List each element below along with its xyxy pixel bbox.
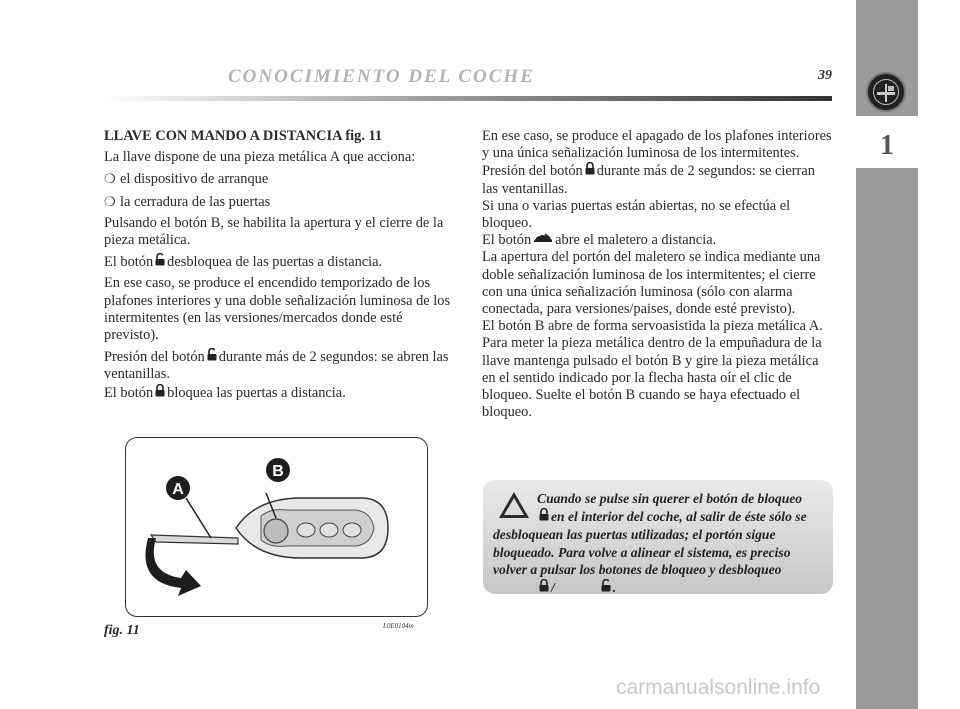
text: .	[612, 579, 617, 595]
list-item-text: el dispositivo de arranque	[120, 171, 269, 188]
text: abre el maletero a distancia.	[555, 232, 717, 249]
paragraph: Para meter la pieza metálica dentro de la empuñadura de la llave mantenga pulsado el botón B y gire la pieza metálica en el sentido indicado por la flecha hasta oír el clic de bloqueo. Suelte el botón B cuando se haya efectuado el bloqueo.	[482, 335, 822, 421]
lancia-logo	[866, 72, 906, 112]
bullet-circle-icon: ❍	[104, 193, 116, 209]
paragraph	[482, 162, 832, 197]
warning-box	[483, 480, 833, 594]
chapter-number: 1	[856, 116, 918, 168]
section-heading: LLAVE CON MANDO A DISTANCIA fig. 11	[104, 128, 383, 144]
figure-code: L0E0104m	[383, 622, 414, 630]
text: El botón	[482, 232, 532, 249]
text: Cuando se pulse sin querer el botón de bloqueo	[537, 491, 803, 506]
right-column	[482, 128, 832, 421]
list-item	[104, 193, 456, 211]
key-illustration	[126, 438, 426, 615]
watermark: carmanualsonline.info	[616, 676, 821, 699]
figure-label: fig. 11	[104, 623, 140, 638]
text: Presión del botón	[104, 349, 205, 366]
text: durante más de 2 segundos: se abren las ventanillas.	[104, 349, 449, 383]
paragraph: Pulsando el botón B, se habilita la apertura y el cierre de la pieza metálica.	[104, 214, 444, 249]
text: /	[551, 579, 555, 595]
paragraph: Si una o varias puertas están abiertas, no se efectúa el bloqueo.	[482, 197, 791, 232]
section-title: CONOCIMIENTO DEL COCHE	[228, 66, 535, 87]
header-rule	[104, 96, 832, 101]
text: El botón	[104, 254, 154, 271]
page-number: 39	[818, 68, 832, 83]
paragraph	[104, 348, 456, 383]
list-item-text: la cerradura de las puertas	[120, 193, 271, 210]
paragraph	[104, 253, 456, 271]
key-figure	[125, 437, 428, 617]
warning-text	[493, 490, 823, 598]
text: en el interior del coche, al salir de éste sólo se desbloquean las puertas utilizadas; el portón sigue bloqueado. Para volve a alinear el sistema, es preciso volver a pulsar los botones de bloqueo y desbloqueo	[493, 508, 807, 578]
unlock-icon	[557, 579, 611, 598]
lock-icon	[495, 579, 549, 598]
lock-icon	[585, 162, 595, 180]
text: El botón	[104, 384, 154, 401]
logo-bar	[877, 92, 895, 95]
unlock-icon	[155, 253, 165, 271]
unlock-icon	[207, 348, 217, 366]
paragraph: El botón B abre de forma servoasistida la pieza metálica A.	[482, 318, 823, 335]
intro-text: La llave dispone de una pieza metálica A que acciona:	[104, 149, 416, 166]
text: bloquea las puertas a distancia.	[167, 384, 346, 401]
lock-icon	[155, 384, 165, 402]
paragraph: En ese caso, se produce el apagado de los plafones interiores y una única señalización luminosa de los intermitentes.	[482, 128, 832, 162]
paragraph: En ese caso, se produce el encendido temporizado de los plafones interiores y una doble señalización luminosa de los intermitentes (en las versiones/mercados donde esté previsto).	[104, 275, 451, 344]
page-header	[104, 66, 832, 104]
lock-icon	[495, 508, 549, 527]
car-trunk-icon	[533, 232, 553, 249]
logo-shield	[873, 79, 899, 105]
logo-flag	[888, 86, 894, 91]
text: Presión del botón	[482, 163, 583, 180]
bullet-circle-icon: ❍	[104, 171, 116, 187]
text: durante más de 2 segundos: se cierran las ventanillas.	[482, 163, 815, 197]
callout-a: A	[172, 481, 184, 498]
paragraph	[482, 232, 832, 249]
paragraph	[104, 384, 456, 402]
text: desbloquea de las puertas a distancia.	[167, 254, 383, 271]
left-column	[104, 128, 456, 406]
list-item	[104, 170, 456, 188]
callout-b: B	[272, 463, 284, 480]
paragraph: La apertura del portón del maletero se indica mediante una doble señalización luminosa de los intermitentes; el cierre con una única señalización luminosa (sólo con alarma conectada, para versiones/paises, donde esté previsto).	[482, 249, 821, 318]
